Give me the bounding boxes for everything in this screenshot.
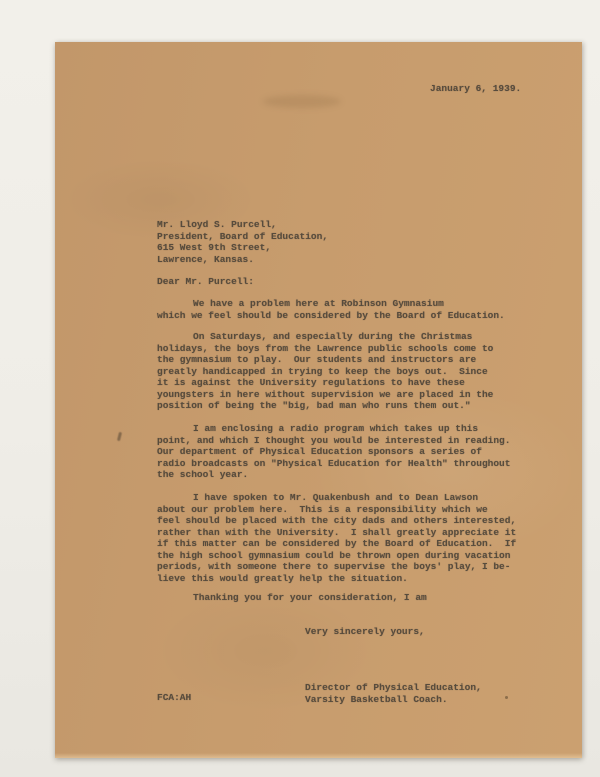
text-line: I have spoken to Mr. Quakenbush and to Dean Lawson	[193, 492, 479, 503]
paragraph-2	[157, 331, 493, 412]
text-line: it is against the University regulations to have these	[157, 377, 465, 388]
text-line: holidays, the boys from the Lawrence public schools come to	[157, 342, 494, 354]
text-line: Mr. Lloyd S. Purcell,	[157, 219, 277, 230]
text-line: Director of Physical Education,	[305, 682, 482, 693]
recipient-address	[157, 219, 328, 265]
text-line: On Saturdays, and especially during the Christmas	[193, 331, 473, 342]
text-line: which we feel should be considered by the Board of Education.	[157, 309, 505, 321]
text-line: Varsity Basketball Coach.	[305, 693, 448, 705]
paper-bottom-edge	[55, 753, 582, 758]
valediction: Very sincerely yours,	[305, 626, 425, 637]
text-line: youngsters in here without supervision we are placed in the	[157, 388, 494, 400]
closing-line: Thanking you for your consideration, I am	[193, 592, 427, 603]
text-line: the gymnasium to play. Our students and instructors are	[157, 354, 477, 365]
text-line: about our problem here. This is a responsibility which we	[157, 503, 488, 515]
text-line: periods, with someone there to supervise the boys' play, I be-	[157, 561, 511, 572]
text-line: Lawrence, Kansas.	[157, 253, 254, 265]
text-line: rather than with the University. I shall greatly appreciate it	[157, 526, 517, 538]
letter-paper	[55, 42, 582, 758]
text-line: 615 West 9th Street,	[157, 242, 272, 253]
text-line: Our department of Physical Education sponsors a series of	[157, 446, 482, 457]
reference-initials: FCA:AH	[157, 692, 192, 703]
paragraph-4	[157, 492, 516, 584]
letter-date: January 6, 1939.	[430, 83, 522, 94]
text-line: position of being the "big, bad man who runs them out."	[157, 400, 471, 411]
text-line: lieve this would greatly help the situation.	[157, 572, 408, 584]
text-line: the school year.	[157, 469, 249, 480]
text-line: the high school gymnasium could be thrown open during vacation	[157, 549, 511, 561]
signature-titles	[305, 682, 482, 705]
paragraph-3	[157, 423, 510, 481]
text-line: greatly handicapped in trying to keep the boys out. Since	[157, 365, 488, 377]
text-line: President, Board of Education,	[157, 230, 329, 242]
salutation: Dear Mr. Purcell:	[157, 276, 254, 287]
text-line: point, and which I thought you would be interested in reading.	[157, 434, 511, 446]
paragraph-1	[157, 298, 505, 321]
text-line: We have a problem here at Robinson Gymnasium	[193, 298, 444, 309]
typed-text-layer	[55, 42, 582, 758]
text-line: radio broadcasts on "Physical Education for Health" throughout	[157, 457, 511, 469]
text-line: if this matter can be considered by the Board of Education. If	[157, 538, 517, 549]
text-line: I am enclosing a radio program which takes up this	[193, 423, 479, 434]
text-line: feel should be placed with the city dads and others interested,	[157, 515, 517, 526]
